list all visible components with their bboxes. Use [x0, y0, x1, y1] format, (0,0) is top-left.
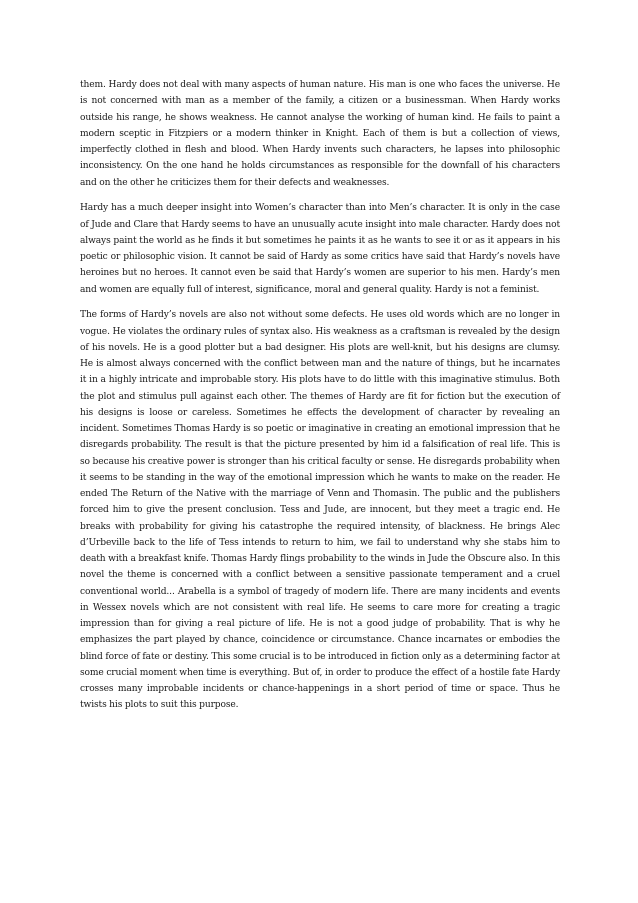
paragraph-2: Hardy has a much deeper insight into Women’s character than into Men’s character. It is only in the case of Jude and Clare that Hardy seems to have an unusually acute insight into male character. Hardy does not always paint the world as he finds it but sometimes he paints it as he wants to see it or as it appears in his poetic or philosophic vision. It cannot be said of Hardy as some critics have said that Hardy’s novels have heroines but no heroes. It cannot even be said that Hardy’s women are superior to his men. Hardy’s men and women are equally full of interest, significance, moral and general quality. Hardy is not a feminist.: [80, 203, 560, 295]
paragraph-3: The forms of Hardy’s novels are also not without some defects. He uses old words which are no longer in vogue. He violates the ordinary rules of syntax also. His weakness as a craftsman is revealed by the design of his novels. He is a good plotter but a bad designer. His plots are well-knit, but his designs are clumsy. He is almost always concerned with the conflict between man and the nature of things, but he incarnates it in a highly intricate and improbable story. His plots have to do little with this imaginative stimulus. Both the plot and stimulus pull against each other. The themes of Hardy are fit for fiction but the execution of his designs is loose or careless. Sometimes he effects the development of character by revealing an incident. Sometimes Thomas Hardy is so poetic or imaginative in creating an emotional impression that he disregards probability. The result is that the picture presented by him id a falsification of real life. This is so because his creative power is stronger than his critical faculty or sense. He disregards probability when it seems to be standing in the way of the emotional impression which he wants to make on the reader. He ended The Return of the Native with the marriage of Venn and Thomasin. The public and the publishers forced him to give the present conclusion. Tess and Jude, are innocent, but they meet a tragic end. He breaks with probability for giving his catastrophe the required intensity, of blackness. He brings Alec d’Urbeville back to the life of Tess intends to return to him, we fail to understand why she stabs him to death with a breakfast knife. Thomas Hardy flings probability to the winds in Jude the Obscure also. In this novel the theme is concerned with a conflict between a sensitive passionate temperament and a cruel conventional world... Arabella is a symbol of tragedy of modern life. There are many incidents and events in Wessex novels which are not consistent with real life. He seems to care more for creating a tragic impression than for giving a real picture of life. He is not a good judge of probability. That is why he emphasizes the part played by chance, coincidence or circumstance. Chance incarnates or embodies the blind force of fate or destiny. This some crucial is to be introduced in fiction only as a determining factor at some crucial moment when time is everything. But of, in order to produce the effect of a hostile fate Hardy crosses many improbable incidents or chance-happenings in a short period of time or space. Thus he twists his plots to suit this purpose.: [80, 310, 560, 711]
document-body: [80, 77, 560, 723]
paragraph-1: them. Hardy does not deal with many aspects of human nature. His man is one who faces the universe. He is not concerned with man as a member of the family, a citizen or a businessman. When Hardy works outside his range, he shows weakness. He cannot analyse the working of human kind. He fails to paint a modern sceptic in Fitzpiers or a modern thinker in Knight. Each of them is but a collection of views, imperfectly clothed in flesh and blood. When Hardy invents such characters, he lapses into philosophic inconsistency. On the one hand he holds circumstances as responsible for the downfall of his characters and on the other he criticizes them for their defects and weaknesses.: [80, 80, 560, 188]
